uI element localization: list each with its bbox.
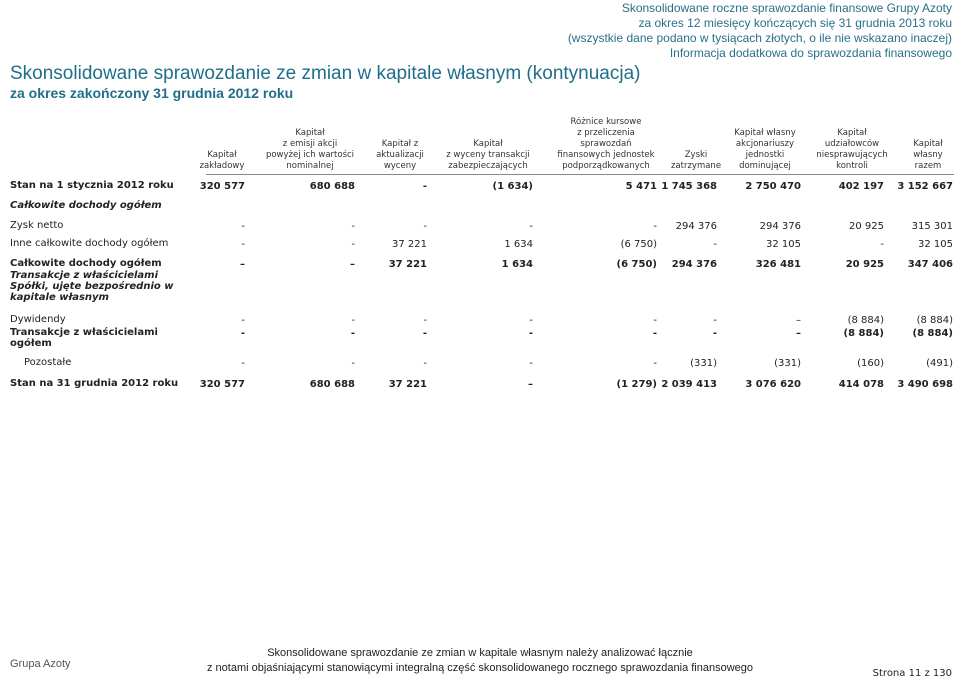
table-cell: 294 376 (671, 259, 717, 270)
row-label: Transakcje z właścicielami Spółki, ujęte bezpośrednio w kapitale własnym (10, 270, 174, 303)
table-cell: - (422, 181, 427, 192)
table-cell: - (241, 239, 245, 250)
row-label: Zysk netto (10, 220, 64, 231)
table-cell: 326 481 (755, 259, 801, 270)
table-cell: 37 221 (388, 259, 427, 270)
column-header: Kapitał własny akcjonariuszy jednostki dominującej (734, 128, 796, 171)
column-header: Kapitał z wyceny transakcji zabezpieczających (446, 139, 530, 171)
row-label: Dywidendy (10, 314, 66, 325)
table-cell: (8 884) (843, 328, 884, 339)
table-cell: 20 925 (845, 259, 884, 270)
row-label: Inne całkowite dochody ogółem (10, 238, 169, 249)
table-cell: (8 884) (912, 328, 953, 339)
table-cell: – (350, 259, 355, 270)
table-cell: 3 490 698 (897, 379, 953, 390)
table-cell: 32 105 (918, 239, 953, 250)
table-cell: 3 152 667 (897, 181, 953, 192)
table-cell: 37 221 (388, 379, 427, 390)
table-cell: - (240, 328, 245, 339)
table-cell: 294 376 (759, 221, 801, 232)
table-cell: (160) (857, 358, 884, 369)
table-cell: 2 750 470 (745, 181, 801, 192)
table-cell: 315 301 (911, 221, 953, 232)
header-line: Informacja dodatkowa do sprawozdania finansowego (669, 46, 952, 60)
table-cell: - (712, 328, 717, 339)
table-cell: - (422, 328, 427, 339)
page-title: Skonsolidowane sprawozdanie ze zmian w kapitale własnym (kontynuacja) (10, 63, 641, 84)
table-cell: - (652, 328, 657, 339)
table-cell: 20 925 (849, 221, 884, 232)
table-cell: 32 105 (766, 239, 801, 250)
table-row (0, 327, 960, 349)
table-cell: - (653, 315, 657, 326)
column-header: Kapitał własny razem (913, 139, 943, 171)
row-label: Całkowite dochody ogółem (10, 258, 162, 269)
table-cell: - (423, 358, 427, 369)
table-cell: - (351, 239, 355, 250)
column-header: Kapitał z aktualizacji wyceny (376, 139, 424, 171)
table-cell: (6 750) (616, 259, 657, 270)
table-cell: - (423, 221, 427, 232)
table-cell: 414 078 (838, 379, 884, 390)
table-row (0, 238, 960, 251)
footer-company: Grupa Azoty (10, 658, 71, 670)
table-cell: - (351, 221, 355, 232)
table-cell: (331) (690, 358, 717, 369)
table-row (0, 357, 960, 370)
table-cell: 3 076 620 (745, 379, 801, 390)
header-line: Skonsolidowane roczne sprawozdanie finansowe Grupy Azoty (621, 1, 952, 15)
table-cell: (8 884) (847, 315, 884, 326)
table-row (0, 200, 960, 213)
page-subtitle: za okres zakończony 31 grudnia 2012 roku (10, 85, 294, 101)
table-row (0, 270, 960, 303)
table-cell: 320 577 (199, 379, 245, 390)
table-cell: - (528, 328, 533, 339)
table-cell: - (241, 358, 245, 369)
column-header: Zyski zatrzymane (670, 150, 722, 171)
column-header: Kapitał udziałowców niesprawujących kontroli (816, 128, 888, 171)
table-cell: 2 039 413 (661, 379, 717, 390)
header-line: za okres 12 miesięcy kończących się 31 grudnia 2013 roku (638, 16, 952, 30)
table-cell: 37 221 (392, 239, 427, 250)
table-cell: (1 634) (492, 181, 533, 192)
table-cell: - (241, 315, 245, 326)
table-cell: 402 197 (838, 181, 884, 192)
table-cell: - (713, 315, 717, 326)
row-label: Stan na 1 stycznia 2012 roku (10, 180, 174, 191)
table-cell: 320 577 (199, 181, 245, 192)
table-cell: - (713, 239, 717, 250)
row-label: Transakcje z właścicielami ogółem (10, 327, 158, 349)
row-label: Całkowite dochody ogółem (10, 200, 162, 211)
table-cell: 5 471 (625, 181, 657, 192)
document-header (568, 1, 952, 61)
column-header: Kapitał z emisji akcji powyżej ich wartości nominalnej (265, 128, 355, 171)
table-cell: 1 745 368 (661, 181, 717, 192)
table-cell: - (350, 328, 355, 339)
table-cell: - (351, 358, 355, 369)
table-cell: (331) (774, 358, 801, 369)
header-line: (wszystkie dane podano w tysiącach złotych, o ile nie wskazano inaczej) (567, 31, 952, 45)
table-row (0, 180, 960, 193)
table-cell: - (653, 221, 657, 232)
footer-note: Skonsolidowane sprawozdanie ze zmian w kapitale własnym należy analizować łącznie z notami objaśniającymi stanowiącymi integralną część skonsolidowanego rocznego sprawozdania finansowego (206, 647, 754, 674)
table-cell: – (240, 259, 245, 270)
column-header: Różnice kursowe z przeliczenia sprawozdań finansowych jednostek podporządkowanych (557, 117, 655, 171)
table-cell: (491) (926, 358, 953, 369)
table-cell: (8 884) (916, 315, 953, 326)
table-cell: - (529, 221, 533, 232)
table-cell: - (653, 358, 657, 369)
column-header: Kapitał zakładowy (199, 150, 245, 171)
row-label: Pozostałe (24, 357, 72, 368)
table-row (0, 314, 960, 327)
table-row (0, 220, 960, 233)
table-cell: - (241, 221, 245, 232)
table-cell: - (351, 315, 355, 326)
table-cell: - (529, 358, 533, 369)
table-cell: - (880, 239, 884, 250)
table-cell: (6 750) (620, 239, 657, 250)
table-cell: (1 279) (616, 379, 657, 390)
table-cell: – (796, 328, 801, 339)
table-cell: 1 634 (504, 239, 533, 250)
table-cell: - (423, 315, 427, 326)
table-cell: – (796, 315, 801, 326)
table-cell: 347 406 (907, 259, 953, 270)
table-row (0, 378, 960, 391)
table-cell: - (529, 315, 533, 326)
table-cell: 294 376 (675, 221, 717, 232)
table-cell: 680 688 (309, 181, 355, 192)
table-cell: 1 634 (501, 259, 533, 270)
table-cell: 680 688 (309, 379, 355, 390)
table-cell: – (528, 379, 533, 390)
row-label: Stan na 31 grudnia 2012 roku (10, 378, 179, 389)
page-number: Strona 11 z 130 (872, 668, 952, 679)
header-divider (206, 174, 954, 175)
